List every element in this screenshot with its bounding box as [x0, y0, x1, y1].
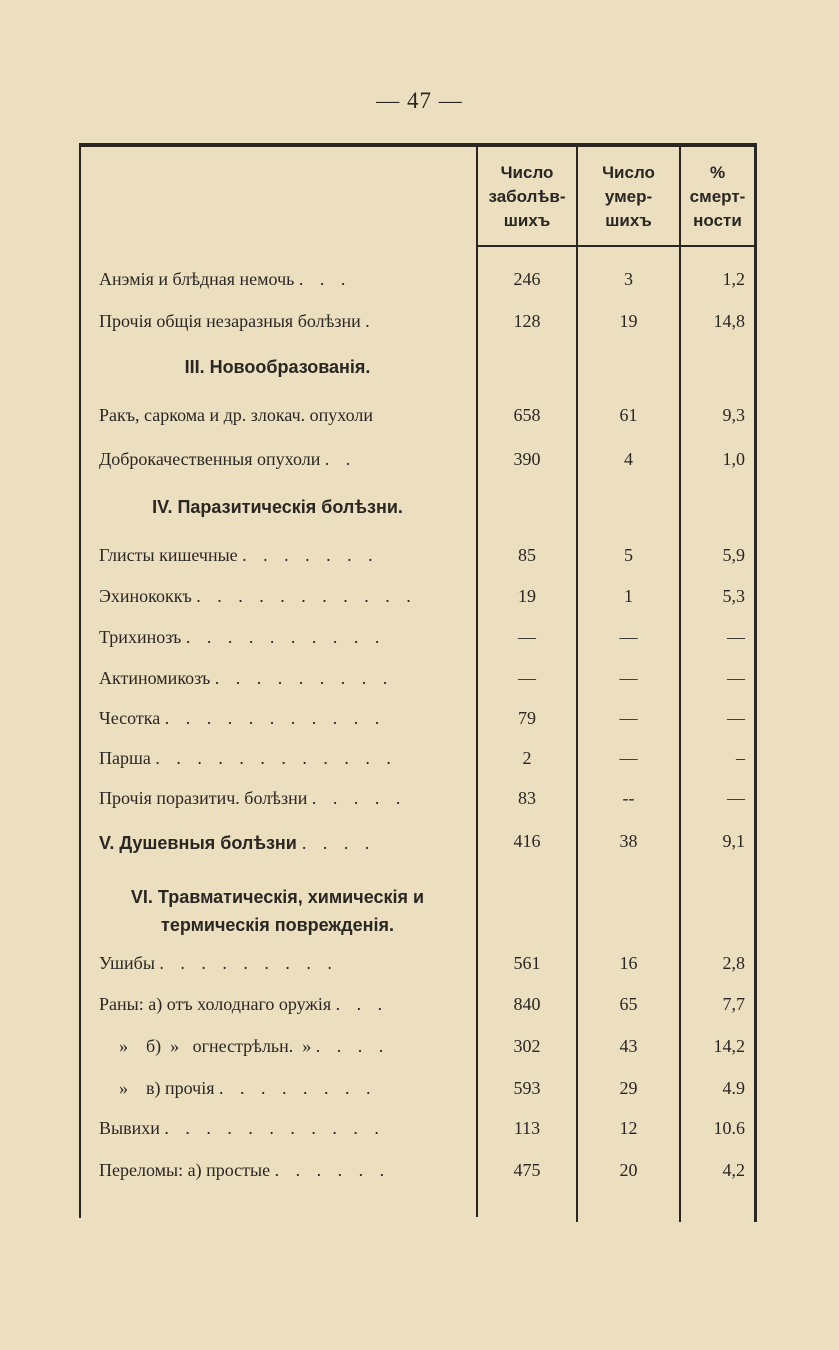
- cell-mortality: —: [727, 788, 745, 808]
- row-label: Вывихи . . . . . . . . . . .: [99, 1118, 385, 1138]
- column-header-deaths: Число умер- шихъ: [602, 163, 655, 230]
- page-number: — 47 —: [376, 88, 463, 113]
- row-label: Актиномикозъ . . . . . . . . .: [99, 668, 394, 688]
- table-row: [79, 949, 757, 979]
- table-row: [79, 445, 757, 475]
- cell-sick: 840: [513, 994, 541, 1014]
- cell-sick: 561: [513, 953, 541, 973]
- table-row: [79, 265, 757, 295]
- cell-mortality: 1,2: [722, 269, 745, 289]
- table-row: [79, 744, 757, 774]
- cell-sick: 390: [513, 449, 541, 469]
- column-header-sick: Число заболѣв- шихъ: [488, 163, 566, 230]
- cell-sick: —: [518, 627, 536, 647]
- cell-sick: 79: [518, 708, 536, 728]
- cell-mortality: 10.6: [713, 1118, 745, 1138]
- table-row: [79, 623, 757, 653]
- cell-mortality: 9,1: [722, 831, 745, 851]
- cell-deaths: 4: [624, 449, 633, 469]
- cell-deaths: —: [619, 627, 638, 647]
- column-header-mortality: % смерт- ности: [689, 163, 746, 230]
- cell-sick: 85: [518, 545, 536, 565]
- section-heading-traumatic: VI. Травматическія, химическія и термическія поврежденія.: [130, 887, 425, 935]
- cell-deaths: 19: [619, 311, 638, 331]
- row-label: Ракъ, саркома и др. злокач. опухоли: [99, 405, 373, 425]
- cell-mortality: –: [736, 748, 745, 768]
- section-heading-neoplasms: III. Новообразованія.: [184, 357, 371, 377]
- cell-sick: 83: [518, 788, 536, 808]
- cell-sick: 658: [513, 405, 541, 425]
- cell-deaths: 38: [619, 831, 638, 851]
- cell-deaths: 12: [619, 1118, 638, 1138]
- table-row: [79, 541, 757, 571]
- table-row: [79, 784, 757, 814]
- table-row: [79, 1114, 757, 1144]
- cell-mortality: 5,3: [722, 586, 745, 606]
- row-label: Анэмія и блѣдная немочь . . .: [99, 269, 352, 289]
- cell-sick: 416: [513, 831, 541, 851]
- cell-mortality: 4,2: [722, 1160, 745, 1180]
- row-label: Глисты кишечные . . . . . . .: [99, 545, 379, 565]
- cell-deaths: 3: [624, 269, 633, 289]
- section-heading-parasitic: IV. Паразитическія болѣзни.: [152, 497, 403, 517]
- cell-sick: 475: [513, 1160, 541, 1180]
- table-row: [79, 307, 757, 337]
- section-heading-mental: V. Душевныя болѣзни . . . .: [99, 833, 376, 853]
- table-row: [79, 1032, 757, 1062]
- cell-sick: 593: [513, 1078, 541, 1098]
- table-row: [79, 582, 757, 612]
- row-label: Трихинозъ . . . . . . . . . .: [99, 627, 386, 647]
- cell-sick: 302: [513, 1036, 541, 1056]
- row-label: » б) » огнестрѣльн. » . . . .: [119, 1036, 390, 1056]
- cell-mortality: 9,3: [722, 405, 745, 425]
- cell-mortality: —: [727, 627, 745, 647]
- row-label: Доброкачественныя опухоли . .: [99, 449, 357, 469]
- row-label: Прочія поразитич. болѣзни . . . . .: [99, 788, 407, 808]
- cell-mortality: 5,9: [722, 545, 745, 565]
- cell-deaths: 29: [619, 1078, 638, 1098]
- cell-mortality: 14,2: [713, 1036, 745, 1056]
- row-label: Чесотка . . . . . . . . . . .: [99, 708, 386, 728]
- cell-sick: 2: [522, 748, 532, 768]
- table-row: [79, 1156, 757, 1186]
- cell-mortality: 1,0: [722, 449, 745, 469]
- table-row: [79, 704, 757, 734]
- table-top-rule: [79, 143, 757, 147]
- cell-deaths: --: [622, 788, 635, 808]
- row-label: Раны: а) отъ холоднаго оружія . . .: [99, 994, 389, 1014]
- table-row: [79, 664, 757, 694]
- cell-mortality: 14,8: [713, 311, 745, 331]
- cell-deaths: —: [619, 708, 638, 728]
- cell-deaths: 1: [624, 586, 633, 606]
- cell-sick: 19: [518, 586, 536, 606]
- table-row: [79, 1074, 757, 1104]
- cell-sick: 246: [513, 269, 541, 289]
- table-row: [79, 990, 757, 1020]
- cell-deaths: 65: [619, 994, 638, 1014]
- cell-mortality: 7,7: [722, 994, 745, 1014]
- cell-sick: 113: [513, 1118, 541, 1138]
- row-label: Прочія общія незаразныя болѣзни .: [99, 311, 376, 331]
- cell-deaths: —: [619, 668, 638, 688]
- cell-deaths: 16: [619, 953, 638, 973]
- cell-deaths: 5: [624, 545, 633, 565]
- table-row-mental: [79, 827, 757, 857]
- header-bottom-rule: [476, 245, 757, 247]
- cell-deaths: 20: [619, 1160, 638, 1180]
- cell-mortality: 2,8: [722, 953, 745, 973]
- cell-sick: —: [518, 668, 536, 688]
- cell-deaths: 61: [619, 405, 638, 425]
- row-label: Переломы: а) простые . . . . . .: [99, 1160, 391, 1180]
- row-label: Парша . . . . . . . . . . . .: [99, 748, 397, 768]
- row-label: » в) прочія . . . . . . . .: [119, 1078, 377, 1098]
- table-row: [79, 401, 757, 431]
- cell-mortality: 4.9: [722, 1078, 745, 1098]
- cell-deaths: 43: [619, 1036, 638, 1056]
- cell-mortality: —: [727, 668, 745, 688]
- cell-sick: 128: [513, 311, 541, 331]
- row-label: Ушибы . . . . . . . . .: [99, 953, 338, 973]
- cell-deaths: —: [619, 748, 638, 768]
- statistics-table: [79, 143, 757, 1218]
- row-label: Эхинококкъ . . . . . . . . . . .: [99, 586, 417, 606]
- cell-mortality: —: [727, 708, 745, 728]
